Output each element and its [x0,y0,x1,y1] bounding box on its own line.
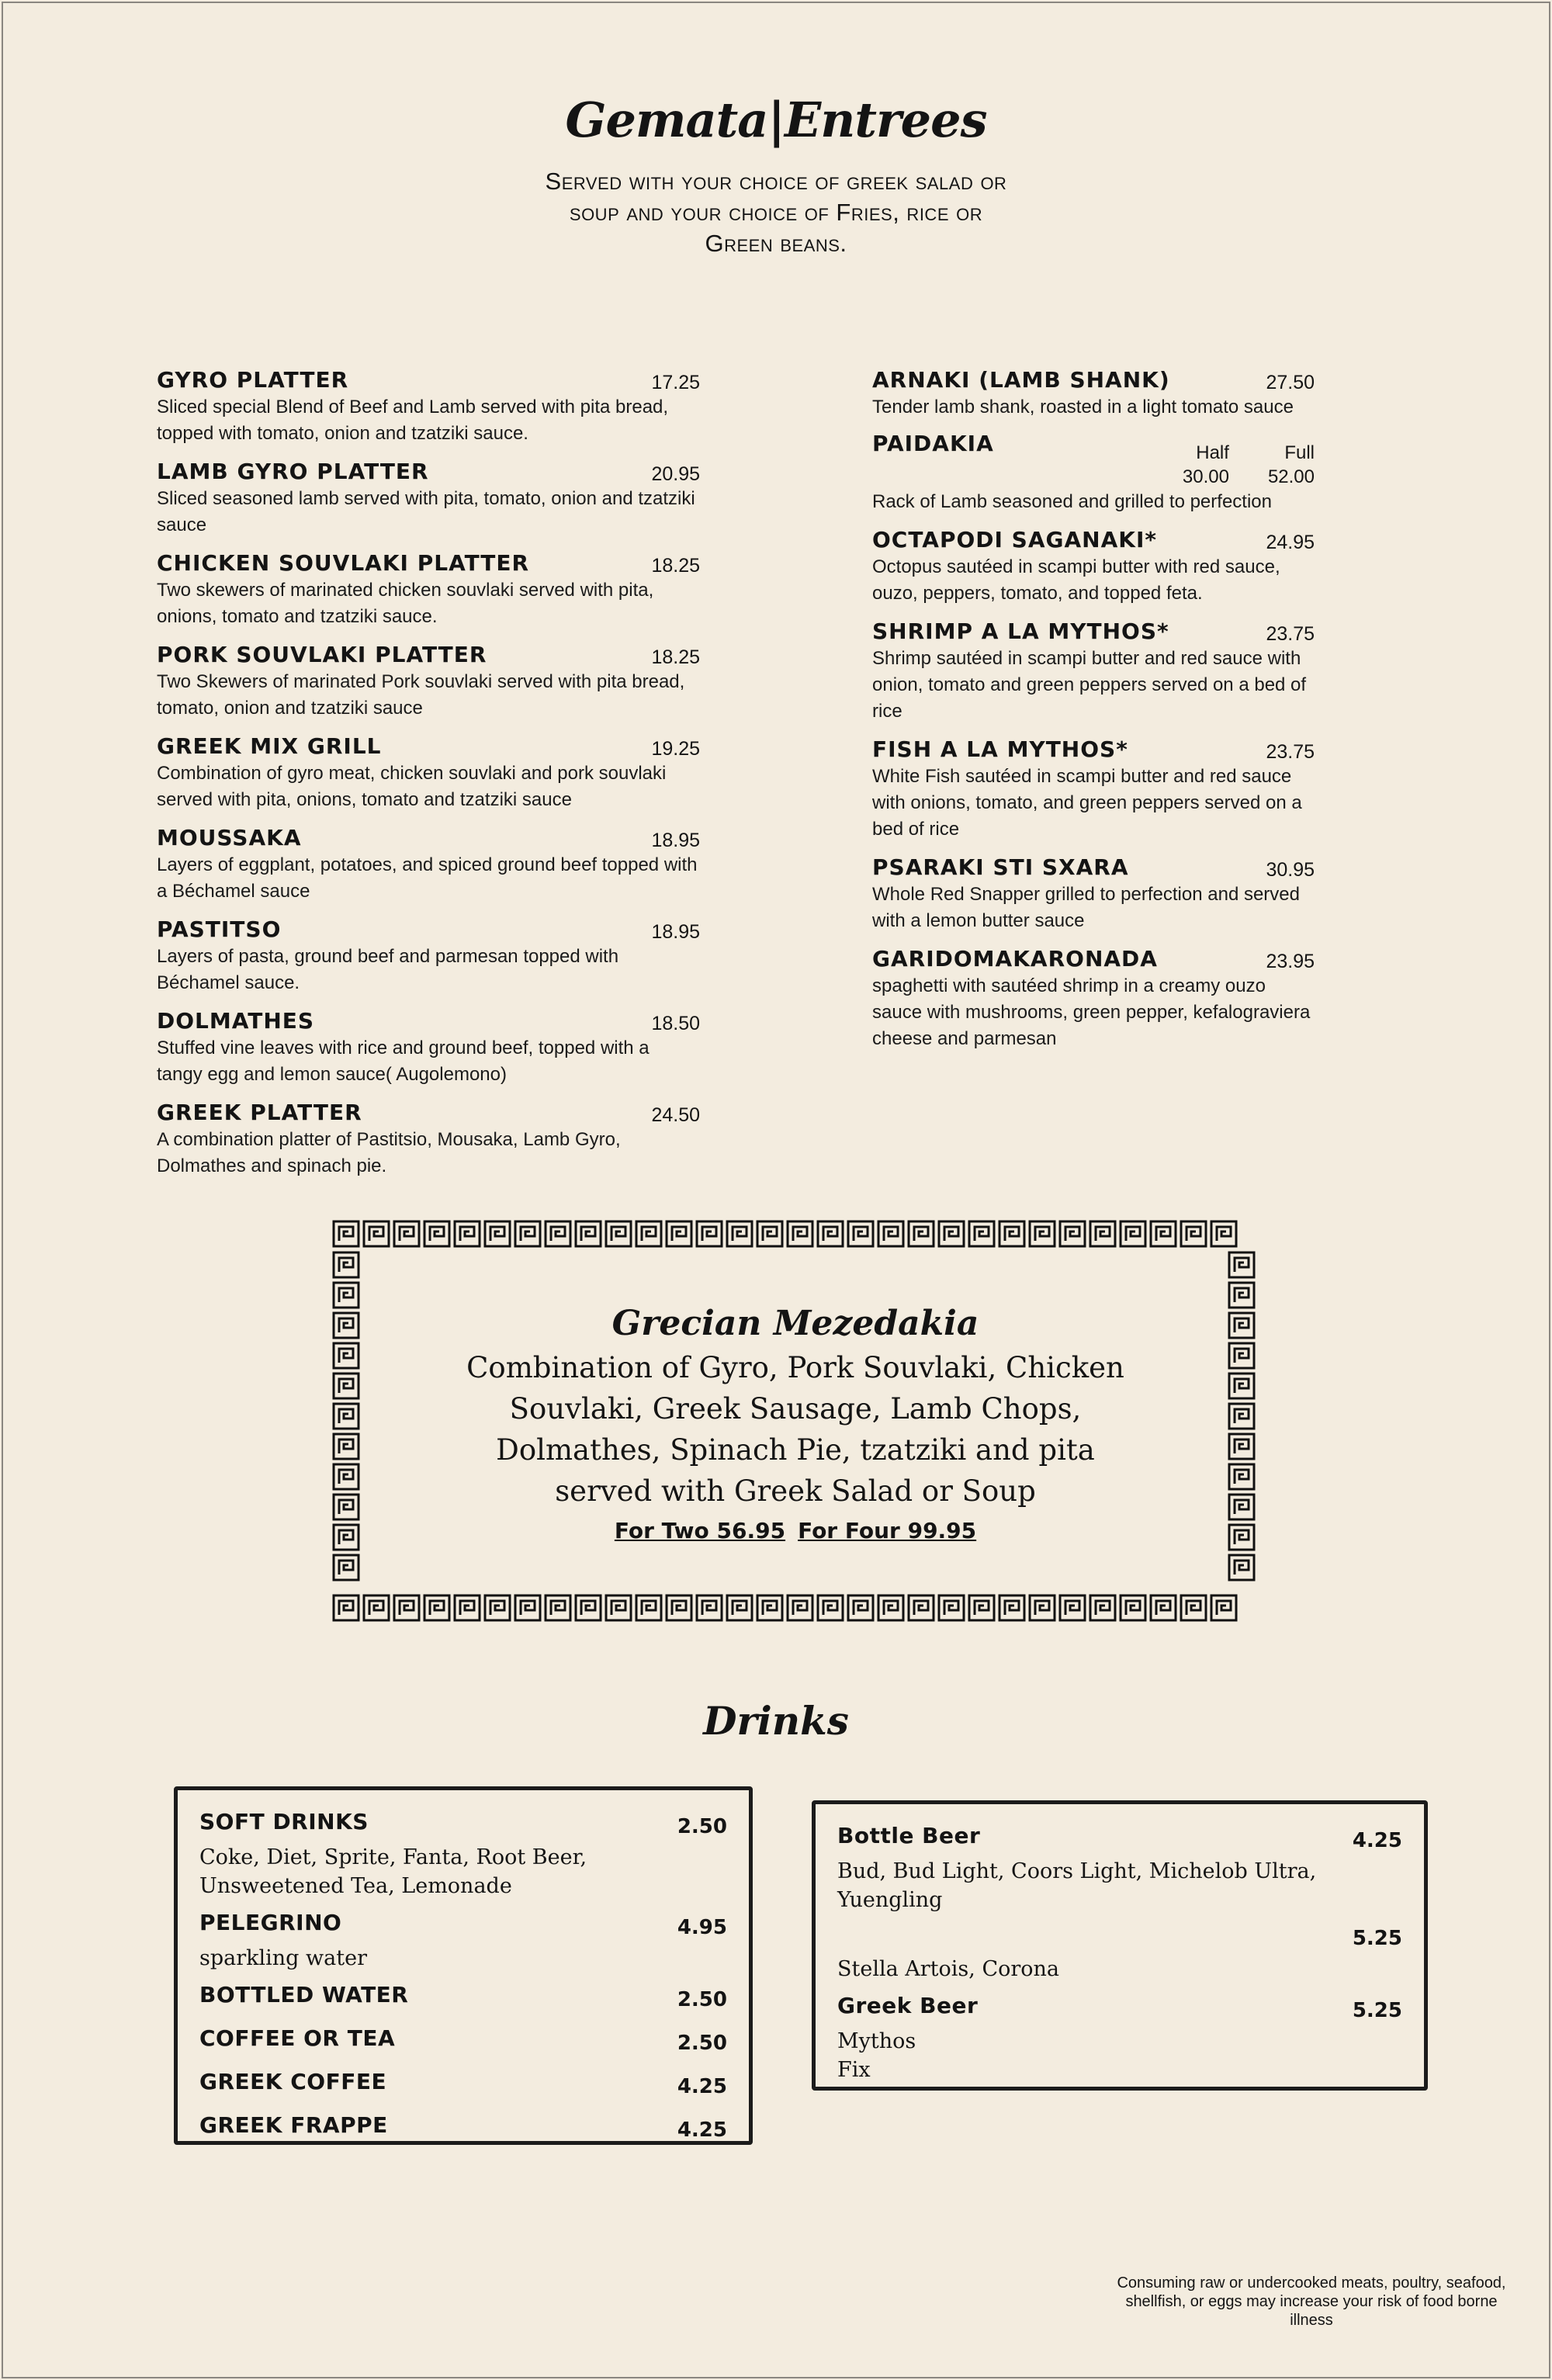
greek-key-tile [727,1595,752,1620]
greek-key-tile [485,1221,510,1246]
menu-item [157,1006,700,1088]
greek-key-tile [606,1595,631,1620]
item-name: GYRO PLATTER [157,367,349,393]
menu-item [872,365,1315,421]
item-name: PORK SOUVLAKI PLATTER [157,642,487,667]
greek-key-tile [394,1221,419,1246]
meze-content [332,1301,1259,1549]
drink-price: 5.25 [1352,1927,1402,1950]
drink-item [199,1907,727,1973]
item-desc: Tender lamb shank, roasted in a light tomato sauce [872,397,1294,417]
greek-key-tile [667,1595,691,1620]
item-desc: Layers of eggplant, potatoes, and spiced ground beef topped with a Béchamel sauce [157,854,698,902]
item-desc: spaghetti with sautéed shrimp in a creamy ouzo sauce with mushrooms, green pepper, kefalograviera cheese and parmesan [872,975,1311,1049]
drink-name: GREEK FRAPPE [199,2112,388,2138]
half-price: 30.00 [1182,466,1229,487]
greek-key-tile [939,1221,964,1246]
item-price: 17.25 [651,372,700,393]
menu-item [157,365,700,447]
greek-key-tile [878,1221,903,1246]
greek-key-tile [939,1595,964,1620]
drink-desc: sparkling water [199,1946,367,1970]
drinks-right-box [812,1800,1428,2091]
meze-price-four: For Four 99.95 [798,1518,977,1543]
menu-item [157,914,700,996]
drink-desc: Fix [837,2058,871,2082]
meze-box [332,1220,1259,1622]
drink-name: BOTTLED WATER [199,1982,409,2008]
greek-key-tile [757,1221,782,1246]
item-desc: Stuffed vine leaves with rice and ground beef, topped with a tangy egg and lemon sauce( Augolemono) [157,1038,650,1085]
greek-key-tile [1121,1595,1145,1620]
greek-key-tile [1030,1595,1055,1620]
full-label: Full [1284,442,1315,463]
greek-key-tile [818,1221,843,1246]
greek-key-tile [606,1221,631,1246]
drink-name: PELEGRINO [199,1910,342,1935]
drink-price: 4.25 [1352,1829,1402,1852]
item-desc: Two Skewers of marinated Pork souvlaki served with pita bread, tomato, onion and tzatziki sauce [157,671,685,719]
drink-item [837,1918,1402,1983]
drink-price: 4.25 [677,2118,727,2142]
item-price: 24.50 [651,1104,700,1126]
meze-desc: Combination of Gyro, Pork Souvlaki, Chicken Souvlaki, Greek Sausage, Lamb Chops, Dolmathes, Spinach Pie, tzatziki and pita served with Greek Salad or Soup [466,1351,1124,1508]
greek-key-tile [334,1221,359,1246]
drink-price: 2.50 [677,1815,727,1838]
item-price: 18.95 [651,830,700,851]
greek-key-tile [1211,1221,1236,1246]
drink-desc: Bud, Bud Light, Coors Light, Michelob Ultra, Yuengling [837,1859,1317,1912]
item-price: 18.50 [651,1013,700,1034]
greek-key-tile [546,1221,570,1246]
greek-key-tile [455,1595,480,1620]
greek-key-tile [848,1221,873,1246]
item-name: GARIDOMAKARONADA [872,946,1158,972]
greek-key-tile [636,1595,661,1620]
greek-key-tile [1090,1595,1115,1620]
greek-key-tile [1030,1221,1055,1246]
greek-key-tile [515,1221,540,1246]
item-desc: A combination platter of Pastitsio, Mousaka, Lamb Gyro, Dolmathes and spinach pie. [157,1129,621,1176]
menu-item [872,430,1315,515]
menu-item [157,731,700,813]
menu-item [157,456,700,539]
greek-key-tile [788,1221,812,1246]
greek-key-tile [969,1221,994,1246]
greek-key-tile [1229,1555,1254,1580]
drink-item [199,2022,727,2060]
drink-name: Greek Beer [837,1993,979,2018]
drink-desc: Stella Artois, Corona [837,1957,1060,1981]
greek-key-tile [1181,1221,1206,1246]
drink-item [199,1979,727,2016]
item-desc: Shrimp sautéed in scampi butter and red sauce with onion, tomato and green peppers served on a bed of rice [872,648,1307,722]
drink-name: Bottle Beer [837,1823,981,1848]
item-name: FISH A LA MYTHOS* [872,736,1128,762]
greek-key-tile [1229,1252,1254,1277]
greek-key-tile [334,1252,359,1277]
greek-key-tile [848,1595,873,1620]
drink-price: 2.50 [677,1988,727,2011]
greek-key-tile [424,1595,449,1620]
item-name: PSARAKI STI SXARA [872,854,1129,880]
greek-key-tile [788,1595,812,1620]
greek-key-tile [1121,1221,1145,1246]
drink-item [199,2109,727,2146]
item-desc: Whole Red Snapper grilled to perfection and served with a lemon butter sauce [872,884,1300,931]
greek-key-tile [697,1595,722,1620]
greek-key-tile [727,1221,752,1246]
drink-name: SOFT DRINKS [199,1809,369,1834]
greek-key-tile [546,1595,570,1620]
drink-price: 2.50 [677,2032,727,2055]
item-price: 18.25 [651,555,700,577]
meze-price-two: For Two 56.95 [614,1518,786,1543]
greek-key-tile [1151,1595,1176,1620]
item-price: 30.95 [1266,859,1315,881]
drink-name: GREEK COFFEE [199,2069,387,2094]
menu-item [157,548,700,630]
item-desc: Two skewers of marinated chicken souvlaki served with pita, onions, tomato and tzatziki sauce. [157,580,654,627]
menu-item [872,616,1315,725]
menu-item [872,734,1315,843]
item-desc: Octopus sautéed in scampi butter with red sauce, ouzo, peppers, tomato, and topped feta. [872,556,1280,604]
item-price: 27.50 [1266,372,1315,393]
greek-key-tile [697,1221,722,1246]
item-price: 23.95 [1266,951,1315,972]
greek-key-tile [364,1595,389,1620]
drink-desc: Coke, Diet, Sprite, Fanta, Root Beer, Unsweetened Tea, Lemonade [199,1845,587,1898]
item-name: MOUSSAKA [157,825,302,850]
item-desc: Sliced seasoned lamb served with pita, tomato, onion and tzatziki sauce [157,488,695,535]
menu-item [157,1097,700,1180]
full-price: 52.00 [1267,466,1315,487]
greek-key-tile [334,1555,359,1580]
item-name: GREEK MIX GRILL [157,733,382,759]
item-price: 24.95 [1266,532,1315,553]
item-price: 19.25 [651,738,700,760]
meze-title: Grecian Mezedakia [611,1304,979,1343]
greek-key-tile [999,1595,1024,1620]
disclaimer: Consuming raw or undercooked meats, poultry, seafood, shellfish, or eggs may increase your risk of food borne illness [1117,2274,1506,2329]
greek-key-tile [999,1221,1024,1246]
drinks-title: Drinks [703,1698,849,1744]
item-price: 23.75 [1266,741,1315,763]
greek-key-tile [1060,1595,1085,1620]
drink-name: COFFEE OR TEA [199,2025,396,2051]
drink-item [199,1806,727,1900]
item-name: SHRIMP A LA MYTHOS* [872,618,1169,644]
menu-item [872,944,1315,1052]
item-desc: Sliced special Blend of Beef and Lamb served with pita bread, topped with tomato, onion and tzatziki sauce. [157,397,669,444]
drink-item [199,2066,727,2103]
item-desc: Rack of Lamb seasoned and grilled to perfection [872,491,1272,512]
drink-item [837,1990,1402,2084]
greek-key-tile [334,1595,359,1620]
drink-price: 5.25 [1352,1999,1402,2022]
item-name: LAMB GYRO PLATTER [157,459,429,484]
greek-key-tile [455,1221,480,1246]
item-price: 23.75 [1266,623,1315,645]
item-desc: Combination of gyro meat, chicken souvlaki and pork souvlaki served with pita, onions, tomato and tzatziki sauce [157,763,667,810]
item-price: 20.95 [651,463,700,485]
greek-key-tile [576,1595,601,1620]
greek-key-tile [424,1221,449,1246]
menu-item [157,639,700,722]
greek-key-tile [636,1221,661,1246]
drink-price: 4.95 [677,1916,727,1939]
half-label: Half [1196,442,1229,463]
item-name: ARNAKI (LAMB SHANK) [872,367,1170,393]
greek-key-tile [485,1595,510,1620]
item-name: GREEK PLATTER [157,1100,362,1125]
greek-key-tile [364,1221,389,1246]
greek-key-tile [1181,1595,1206,1620]
meze-prices [332,1513,1259,1549]
item-name: CHICKEN SOUVLAKI PLATTER [157,550,530,576]
greek-key-tile [515,1595,540,1620]
item-name: DOLMATHES [157,1008,315,1034]
item-name: OCTAPODI SAGANAKI* [872,527,1158,553]
item-price: 18.95 [651,921,700,943]
greek-key-tile [667,1221,691,1246]
item-desc: Layers of pasta, ground beef and parmesan topped with Béchamel sauce. [157,946,619,993]
greek-key-tile [1090,1221,1115,1246]
item-name: PAIDAKIA [872,431,994,456]
menu-item [872,852,1315,934]
greek-key-tile [1151,1221,1176,1246]
drink-desc: Mythos [837,2029,916,2053]
item-name: PASTITSO [157,916,282,942]
greek-key-tile [576,1221,601,1246]
greek-key-tile [909,1595,934,1620]
entrees-left-column [157,365,700,1189]
drink-item [837,1820,1402,1914]
entrees-right-column [872,365,1315,1062]
greek-key-tile [909,1221,934,1246]
page-subtitle: Served with your choice of greek salad or soup and your choice of Fries, rice or Green beans. [545,168,1007,257]
greek-key-tile [969,1595,994,1620]
item-desc: White Fish sautéed in scampi butter and red sauce with onions, tomato, and green peppers served on a bed of rice [872,766,1302,840]
greek-key-tile [394,1595,419,1620]
greek-key-tile [757,1595,782,1620]
menu-item [872,525,1315,607]
greek-key-tile [1060,1221,1085,1246]
greek-key-tile [818,1595,843,1620]
page-title: Gemata|Entrees [565,92,987,148]
menu-item [157,823,700,905]
drink-price: 4.25 [677,2075,727,2098]
greek-key-tile [878,1595,903,1620]
item-price: 18.25 [651,646,700,668]
half-full-prices [1183,430,1315,489]
drinks-left-box [174,1786,753,2145]
greek-key-tile [1211,1595,1236,1620]
